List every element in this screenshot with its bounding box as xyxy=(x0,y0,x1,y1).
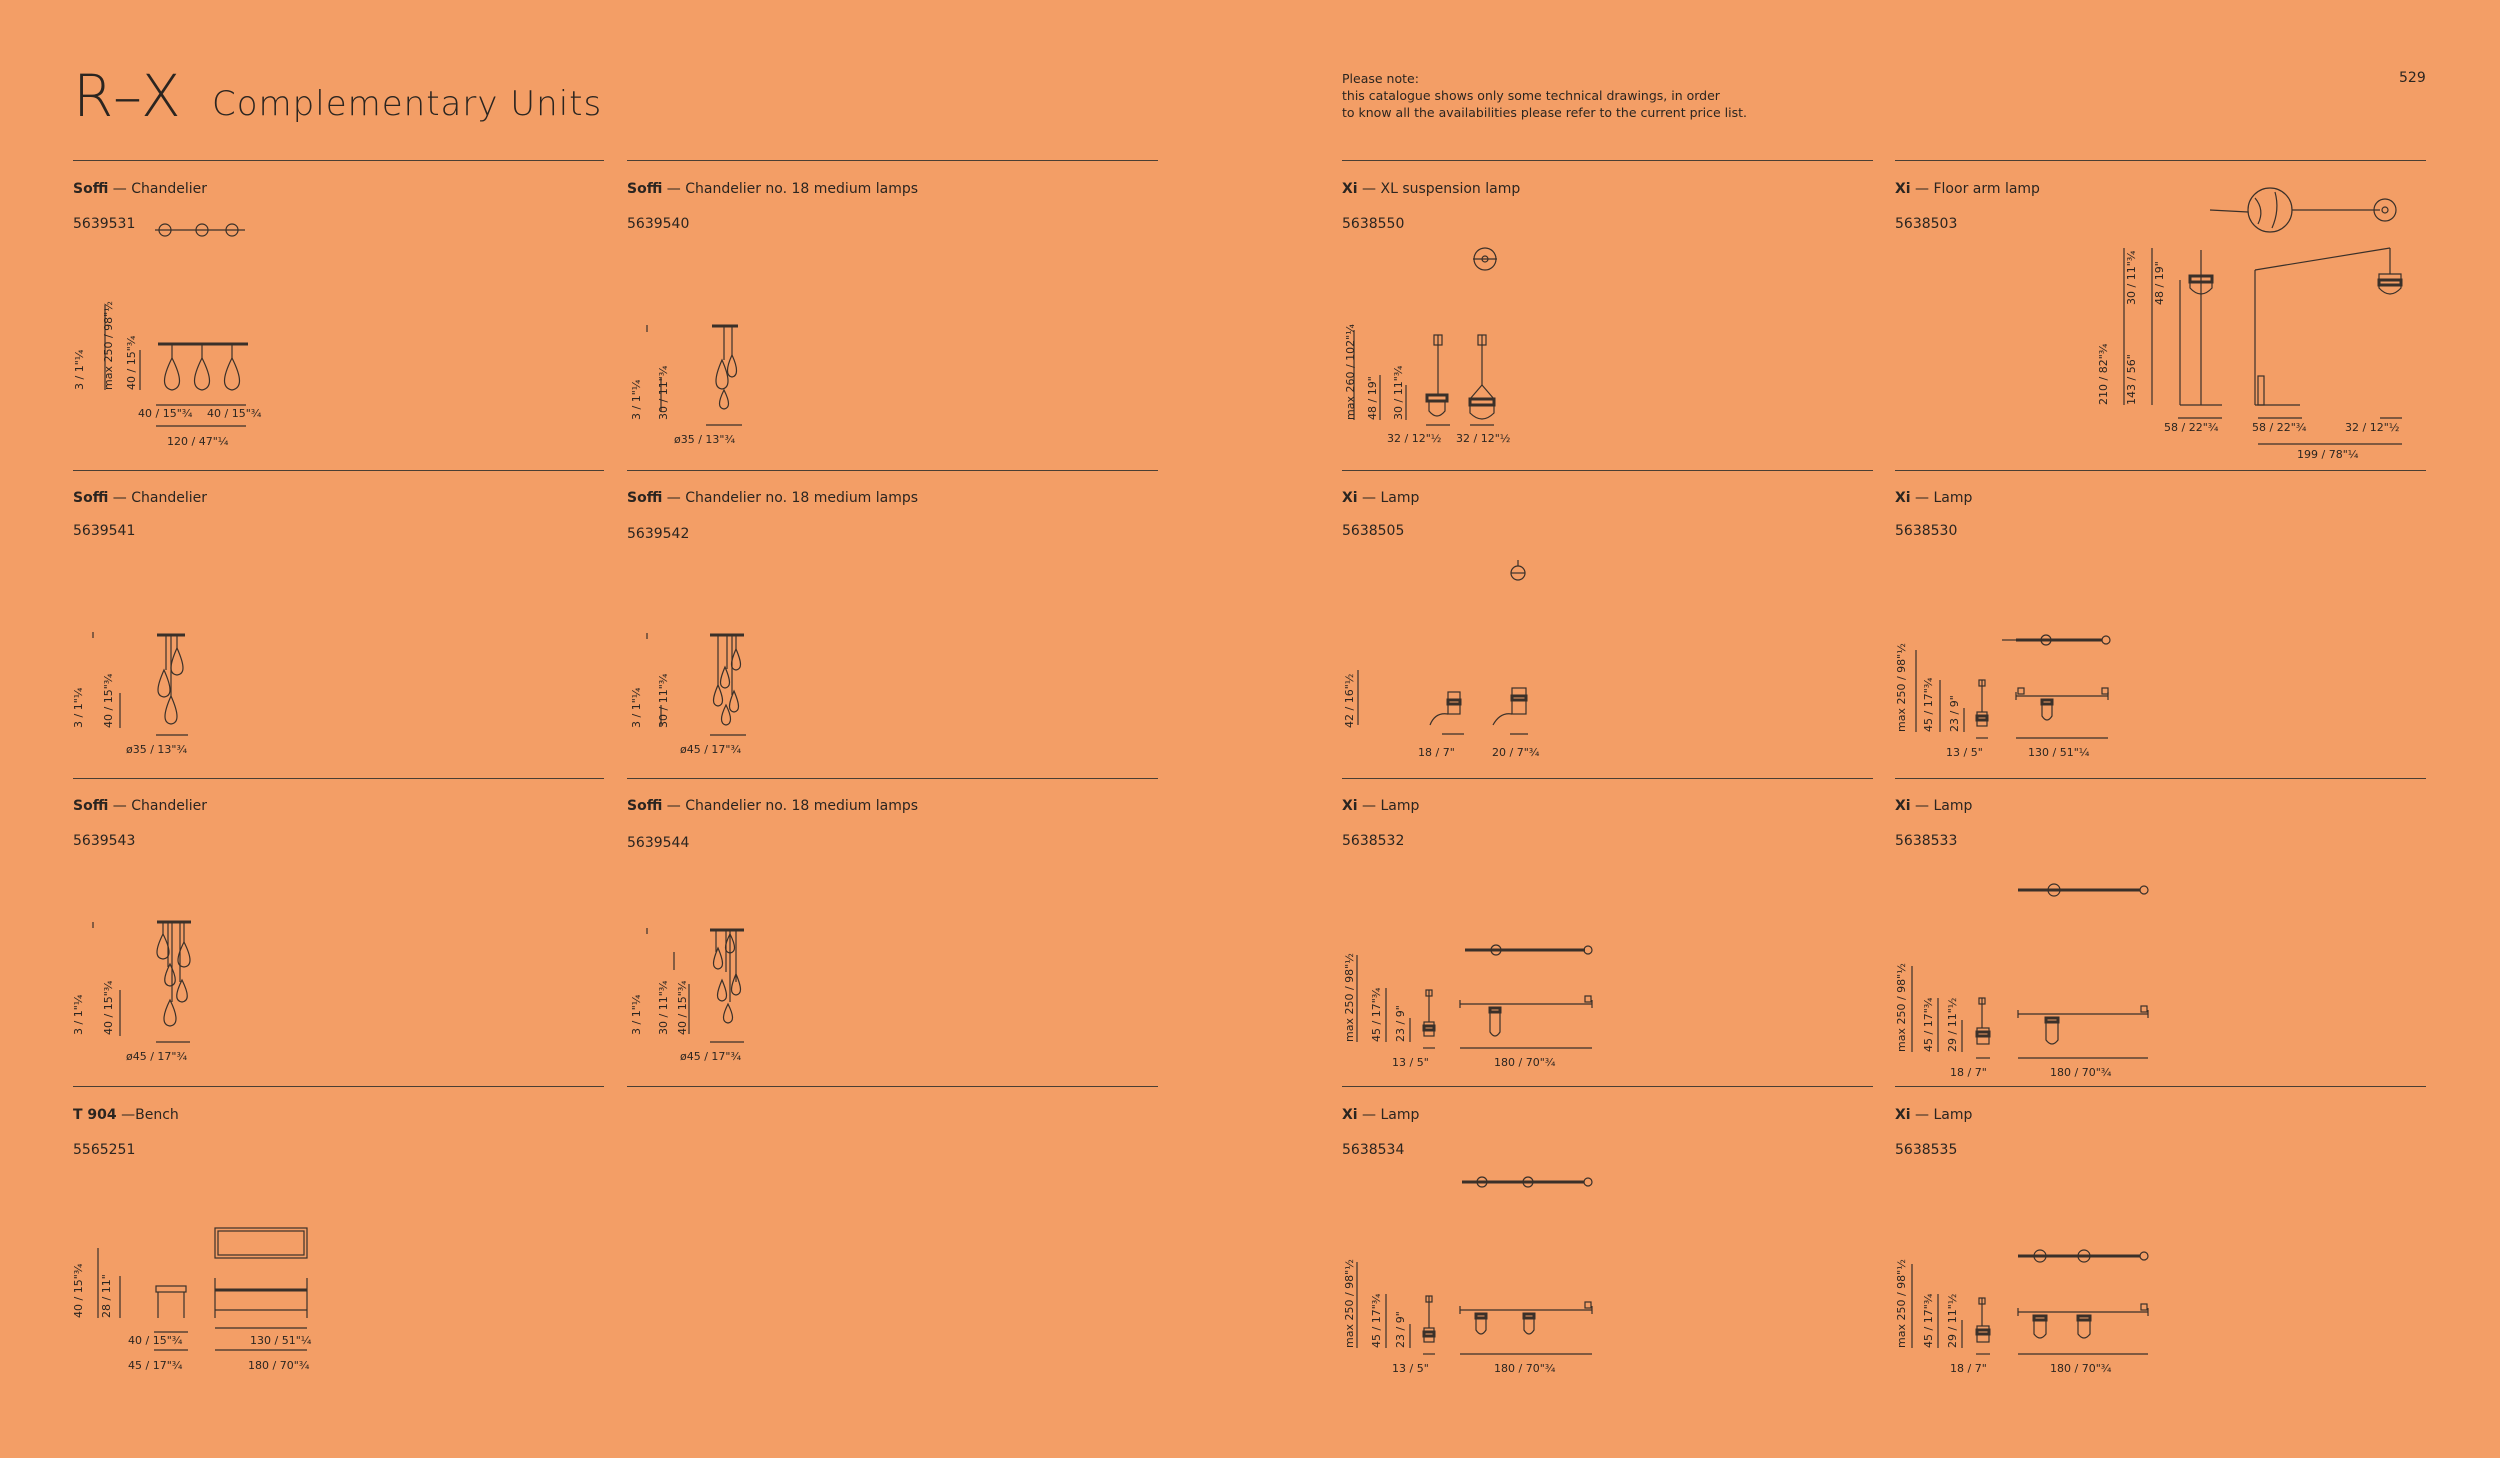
product-name: — Lamp xyxy=(1357,1107,1420,1123)
product-name: — Lamp xyxy=(1357,798,1420,814)
divider xyxy=(73,778,604,779)
divider xyxy=(1895,778,2426,779)
dimension-label: 32 / 12"½ xyxy=(1456,432,1511,445)
dimension-label: 30 / 11"¾ xyxy=(657,980,670,1035)
dimension-label: ø35 / 13"¾ xyxy=(674,433,736,446)
dimension-label: 180 / 70"¾ xyxy=(2050,1362,2112,1375)
dimension-label: 3 / 1"¼ xyxy=(72,994,85,1035)
product-name: — Chandelier xyxy=(108,798,207,814)
product-title xyxy=(1342,1107,1419,1123)
technical-drawing xyxy=(1330,930,1620,1080)
product-brand: Xi xyxy=(1342,490,1358,506)
dimension-label: 130 / 51"¼ xyxy=(2028,746,2090,759)
product-code: 5639543 xyxy=(73,833,136,849)
dimension-label: max 250 / 98"½ xyxy=(1343,1259,1356,1348)
product-brand: Xi xyxy=(1895,181,1911,197)
dimension-label: 40 / 15"¾ xyxy=(207,407,262,420)
dimension-label: 40 / 15"¾ xyxy=(676,980,689,1035)
dimension-label: 180 / 70"¾ xyxy=(2050,1066,2112,1079)
product-code: 5639541 xyxy=(73,523,136,539)
product-name: — Chandelier no. 18 medium lamps xyxy=(662,798,919,814)
product-code: 5638535 xyxy=(1895,1142,1958,1158)
product-title xyxy=(1895,798,1972,814)
dimension-label: 40 / 15"¾ xyxy=(138,407,193,420)
product-code: 5638550 xyxy=(1342,216,1405,232)
dimension-label: 48 / 19" xyxy=(1366,376,1379,420)
product-name: — Chandelier xyxy=(108,181,207,197)
product-title xyxy=(1895,1107,1972,1123)
product-name: — Lamp xyxy=(1910,1107,1973,1123)
technical-drawing xyxy=(614,912,794,1072)
dimension-label: 3 / 1"¼ xyxy=(630,379,643,420)
product-name: — Lamp xyxy=(1357,490,1420,506)
dimension-label: 3 / 1"¼ xyxy=(630,994,643,1035)
dimension-label: 13 / 5" xyxy=(1392,1056,1429,1069)
dimension-label: max 250 / 98"½ xyxy=(1895,963,1908,1052)
product-code: 5565251 xyxy=(73,1142,136,1158)
product-title xyxy=(73,181,207,197)
divider xyxy=(627,160,1158,161)
technical-drawing xyxy=(614,300,794,460)
product-title xyxy=(73,1107,179,1123)
product-name: —Bench xyxy=(116,1107,179,1123)
dimension-label: 58 / 22"¾ xyxy=(2252,421,2307,434)
page-title: Complementary Units xyxy=(212,84,603,124)
product-brand: Soffi xyxy=(627,181,663,197)
dimension-label: 45 / 17"¾ xyxy=(1922,1293,1935,1348)
dimension-label: 28 / 11" xyxy=(100,1274,113,1318)
divider xyxy=(627,1086,1158,1087)
product-brand: T 904 xyxy=(73,1107,117,1123)
dimension-label: ø35 / 13"¾ xyxy=(126,743,188,756)
dimension-label: 30 / 11"¾ xyxy=(657,365,670,420)
dimension-label: 3 / 1"¼ xyxy=(72,687,85,728)
technical-drawing xyxy=(1882,1236,2172,1386)
product-title xyxy=(1342,181,1520,197)
dimension-label: 40 / 15"¾ xyxy=(128,1334,183,1347)
divider xyxy=(73,160,604,161)
divider xyxy=(627,470,1158,471)
product-code: 5638505 xyxy=(1342,523,1405,539)
product-name: — Chandelier no. 18 medium lamps xyxy=(662,181,919,197)
divider xyxy=(1895,1086,2426,1087)
technical-drawing xyxy=(60,610,240,770)
note-line: Please note: xyxy=(1342,71,1419,86)
product-brand: Xi xyxy=(1342,798,1358,814)
product-brand: Xi xyxy=(1895,798,1911,814)
dimension-label: 20 / 7"¾ xyxy=(1492,746,1540,759)
dimension-label: 32 / 12"½ xyxy=(2345,421,2400,434)
page-number: 529 xyxy=(2399,70,2426,86)
dimension-label: 42 / 16"½ xyxy=(1343,673,1356,728)
divider xyxy=(1895,470,2426,471)
divider xyxy=(1342,778,1873,779)
product-brand: Soffi xyxy=(627,490,663,506)
dimension-label: 29 / 11"½ xyxy=(1946,997,1959,1052)
product-brand: Xi xyxy=(1895,1107,1911,1123)
dimension-label: 45 / 17"¾ xyxy=(1922,997,1935,1052)
product-code: 5639542 xyxy=(627,526,690,542)
dimension-label: ø45 / 17"¾ xyxy=(680,1050,742,1063)
dimension-label: 13 / 5" xyxy=(1946,746,1983,759)
product-name: — XL suspension lamp xyxy=(1357,181,1521,197)
product-title xyxy=(73,798,207,814)
product-brand: Soffi xyxy=(73,798,109,814)
product-code: 5638533 xyxy=(1895,833,1958,849)
technical-drawing xyxy=(1882,870,2172,1080)
dimension-label: 30 / 11"¾ xyxy=(1392,365,1405,420)
note-line: this catalogue shows only some technical drawings, in order xyxy=(1342,88,1720,103)
divider xyxy=(1342,470,1873,471)
dimension-label: ø45 / 17"¾ xyxy=(680,743,742,756)
product-brand: Xi xyxy=(1895,490,1911,506)
product-code: 5638503 xyxy=(1895,216,1958,232)
dimension-label: 210 / 82"¾ xyxy=(2097,343,2110,405)
product-title xyxy=(1342,798,1419,814)
dimension-label: 48 / 19" xyxy=(2153,261,2166,305)
dimension-label: 45 / 17"¾ xyxy=(1370,1293,1383,1348)
dimension-label: 180 / 70"¾ xyxy=(1494,1362,1556,1375)
divider xyxy=(1895,160,2426,161)
dimension-label: 18 / 7" xyxy=(1950,1066,1987,1079)
product-name: — Chandelier no. 18 medium lamps xyxy=(662,490,919,506)
technical-drawing xyxy=(60,1220,380,1380)
dimension-label: 13 / 5" xyxy=(1392,1362,1429,1375)
dimension-label: 32 / 12"½ xyxy=(1387,432,1442,445)
technical-drawing xyxy=(60,912,240,1072)
dimension-label: 23 / 9" xyxy=(1394,1005,1407,1042)
product-brand: Xi xyxy=(1342,1107,1358,1123)
dimension-label: 120 / 47"¼ xyxy=(167,435,229,448)
product-name: — Floor arm lamp xyxy=(1910,181,2040,197)
dimension-label: 143 / 56" xyxy=(2125,354,2138,405)
dimension-label: 30 / 11"¾ xyxy=(2125,250,2138,305)
dimension-label: 18 / 7" xyxy=(1950,1362,1987,1375)
product-code: 5639531 xyxy=(73,216,136,232)
divider xyxy=(73,1086,604,1087)
product-title xyxy=(627,490,918,506)
product-name: — Lamp xyxy=(1910,490,1973,506)
dimension-label: 18 / 7" xyxy=(1418,746,1455,759)
dimension-label: 30 / 11"¾ xyxy=(657,673,670,728)
product-title xyxy=(1895,181,2040,197)
technical-drawing xyxy=(60,200,300,460)
dimension-label: 23 / 9" xyxy=(1948,695,1961,732)
dimension-label: 199 / 78"¼ xyxy=(2297,448,2359,461)
dimension-label: ø45 / 17"¾ xyxy=(126,1050,188,1063)
product-brand: Soffi xyxy=(73,490,109,506)
product-name: — Chandelier xyxy=(108,490,207,506)
technical-drawing xyxy=(1882,620,2142,770)
technical-drawing xyxy=(2080,180,2420,470)
dimension-label: max 250 / 98"½ xyxy=(102,301,115,390)
dimension-label: 45 / 17"¾ xyxy=(128,1359,183,1372)
dimension-label: 180 / 70"¾ xyxy=(248,1359,310,1372)
product-brand: Soffi xyxy=(73,181,109,197)
technical-drawing xyxy=(1330,1162,1620,1382)
product-name: — Lamp xyxy=(1910,798,1973,814)
note-line: to know all the availabilities please refer to the current price list. xyxy=(1342,105,1748,120)
dimension-label: max 250 / 98"½ xyxy=(1343,953,1356,1042)
product-title xyxy=(627,181,918,197)
dimension-label: 40 / 15"¾ xyxy=(72,1263,85,1318)
dimension-label: 180 / 70"¾ xyxy=(1494,1056,1556,1069)
product-code: 5638530 xyxy=(1895,523,1958,539)
dimension-label: 45 / 17"¾ xyxy=(1922,677,1935,732)
product-brand: Xi xyxy=(1342,181,1358,197)
technical-drawing xyxy=(1330,235,1570,455)
dimension-label: max 260 / 102"¼ xyxy=(1344,324,1357,420)
dimension-label: 23 / 9" xyxy=(1394,1311,1407,1348)
product-code: 5638532 xyxy=(1342,833,1405,849)
dimension-label: 40 / 15"¾ xyxy=(125,335,138,390)
divider xyxy=(1342,1086,1873,1087)
dimension-label: 3 / 1"¼ xyxy=(630,687,643,728)
product-title xyxy=(73,490,207,506)
product-title xyxy=(1342,490,1419,506)
product-title xyxy=(627,798,918,814)
product-code: 5639540 xyxy=(627,216,690,232)
dimension-label: 29 / 11"½ xyxy=(1946,1293,1959,1348)
divider xyxy=(627,778,1158,779)
product-code: 5638534 xyxy=(1342,1142,1405,1158)
dimension-label: max 250 / 98"½ xyxy=(1895,643,1908,732)
product-code: 5639544 xyxy=(627,835,690,851)
dimension-label: 130 / 51"¼ xyxy=(250,1334,312,1347)
dimension-label: 45 / 17"¾ xyxy=(1370,987,1383,1042)
dimension-label: max 250 / 98"½ xyxy=(1895,1259,1908,1348)
dimension-label: 40 / 15"¾ xyxy=(102,673,115,728)
dimension-label: 58 / 22"¾ xyxy=(2164,421,2219,434)
dimension-label: 40 / 15"¾ xyxy=(102,980,115,1035)
product-brand: Soffi xyxy=(627,798,663,814)
dimension-label: 3 / 1"¼ xyxy=(73,349,86,390)
technical-drawing xyxy=(614,605,794,765)
product-title xyxy=(1895,490,1972,506)
technical-drawing xyxy=(1330,550,1570,770)
series-code: R–X xyxy=(73,62,183,130)
divider xyxy=(1342,160,1873,161)
catalogue-note xyxy=(1342,70,1747,121)
divider xyxy=(73,470,604,471)
